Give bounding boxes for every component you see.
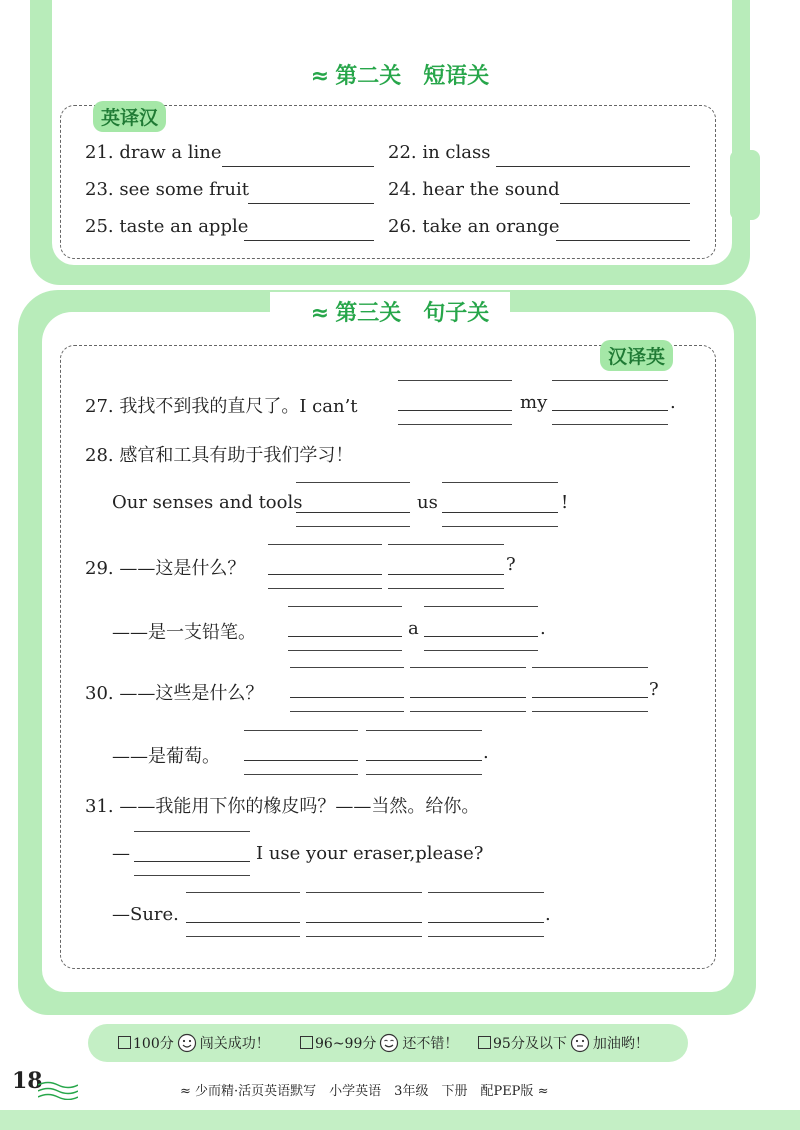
guide-28a-top [296, 482, 410, 483]
q27-end: . [670, 392, 676, 413]
q29-end: ? [506, 554, 516, 575]
answer-27b[interactable] [552, 410, 668, 411]
answer-29d[interactable] [424, 636, 538, 637]
answer-28b[interactable] [442, 512, 558, 513]
guide-28b-top [442, 482, 558, 483]
checkbox-96-99[interactable] [300, 1036, 313, 1049]
score-100: 100分 闯关成功！ [118, 1033, 270, 1053]
guide-30c-top [532, 667, 648, 668]
section2-title: ≈ 第二关 短语关 [310, 64, 490, 89]
checkbox-95-below[interactable] [478, 1036, 491, 1049]
guide-29a-bot [268, 588, 382, 589]
q31-sure: —Sure. [112, 904, 179, 925]
guide-30e-bot [366, 774, 482, 775]
q28-senses: Our senses and tools [112, 492, 303, 513]
question-28: 28. 感官和工具有助于我们学习！ [85, 445, 354, 466]
q31-eraser: I use your eraser,please? [256, 843, 484, 864]
phrase-23: 23. see some fruit [85, 179, 249, 200]
score-96-99: 96~99分 还不错！ [300, 1033, 458, 1053]
guide-29b-top [388, 544, 504, 545]
guide-27b-top [552, 380, 668, 381]
section3-title: ≈ 第三关 句子关 [310, 301, 490, 326]
question-30: 30. ——这些是什么？ [85, 683, 264, 704]
guide-30c-bot [532, 711, 648, 712]
guide-29d-top [424, 606, 538, 607]
guide-31d-bot [428, 936, 544, 937]
guide-31d-top [428, 892, 544, 893]
answer-line-25[interactable] [244, 240, 374, 241]
answer-line-26[interactable] [556, 240, 690, 241]
q31-end: . [545, 904, 551, 925]
answer-27a[interactable] [398, 410, 512, 411]
guide-28a-bot [296, 526, 410, 527]
q28-us: us [417, 492, 438, 513]
answer-30c[interactable] [532, 697, 648, 698]
q31-dash: — [112, 843, 130, 864]
footer-text: ≈ 少而精·活页英语默写 小学英语 3年级 下册 配PEP版 ≈ [180, 1084, 549, 1099]
guide-29b-bot [388, 588, 504, 589]
answer-31c[interactable] [306, 922, 422, 923]
answer-31b[interactable] [186, 922, 300, 923]
answer-29b[interactable] [388, 574, 504, 575]
guide-31a-bot [134, 875, 250, 876]
q30-end2: . [483, 742, 489, 763]
guide-31b-top [186, 892, 300, 893]
checkbox-100[interactable] [118, 1036, 131, 1049]
answer-line-21[interactable] [222, 166, 374, 167]
answer-29a[interactable] [268, 574, 382, 575]
guide-30b-bot [410, 711, 526, 712]
guide-29d-bot [424, 650, 538, 651]
answer-31a[interactable] [134, 861, 250, 862]
q30-end: ? [649, 679, 659, 700]
guide-30d-bot [244, 774, 358, 775]
guide-29c-top [288, 606, 402, 607]
bottom-green-strip [0, 1110, 800, 1130]
guide-29c-bot [288, 650, 402, 651]
answer-31d[interactable] [428, 922, 544, 923]
answer-30d[interactable] [244, 760, 358, 761]
page-number: 18 [12, 1068, 43, 1094]
phrase-22: 22. in class [388, 142, 491, 163]
question-29: 29. ——这是什么？ [85, 558, 246, 579]
phrase-25: 25. taste an apple [85, 216, 249, 237]
section3-tag: 汉译英 [600, 340, 673, 371]
guide-28b-bot [442, 526, 558, 527]
guide-30e-top [366, 730, 482, 731]
answer-30e[interactable] [366, 760, 482, 761]
phrase-21: 21. draw a line [85, 142, 222, 163]
guide-31a-top [134, 831, 250, 832]
right-green-tab [730, 150, 760, 220]
answer-30b[interactable] [410, 697, 526, 698]
question-27: 27. 我找不到我的直尺了。I can’t [85, 396, 358, 417]
happy-face-icon [379, 1033, 399, 1053]
score-95-below: 95分及以下 加油哟！ [478, 1033, 649, 1053]
q30-answer: ——是葡萄。 [112, 746, 220, 767]
guide-27b-bot [552, 424, 668, 425]
q28-end: ! [561, 492, 569, 513]
page-wave-decoration [38, 1080, 78, 1100]
answer-29c[interactable] [288, 636, 402, 637]
question-31: 31. ——我能用下你的橡皮吗？——当然。给你。 [85, 796, 480, 817]
section2-tag: 英译汉 [93, 101, 166, 132]
answer-28a[interactable] [296, 512, 410, 513]
answer-30a[interactable] [290, 697, 404, 698]
guide-31c-top [306, 892, 422, 893]
answer-line-24[interactable] [560, 203, 690, 204]
q29-a: a [408, 618, 419, 639]
guide-30a-bot [290, 711, 404, 712]
guide-31b-bot [186, 936, 300, 937]
smile-face-icon [177, 1033, 197, 1053]
answer-line-22[interactable] [496, 166, 690, 167]
phrase-24: 24. hear the sound [388, 179, 560, 200]
guide-27a-bot [398, 424, 512, 425]
q29-answer: ——是一支铅笔。 [112, 622, 256, 643]
guide-30d-top [244, 730, 358, 731]
phrase-26: 26. take an orange [388, 216, 560, 237]
guide-27a-top [398, 380, 512, 381]
guide-30a-top [290, 667, 404, 668]
answer-line-23[interactable] [248, 203, 374, 204]
guide-31c-bot [306, 936, 422, 937]
q27-my: my [520, 392, 548, 413]
q29-end2: . [540, 618, 546, 639]
guide-29a-top [268, 544, 382, 545]
guide-30b-top [410, 667, 526, 668]
cheer-face-icon [570, 1033, 590, 1053]
